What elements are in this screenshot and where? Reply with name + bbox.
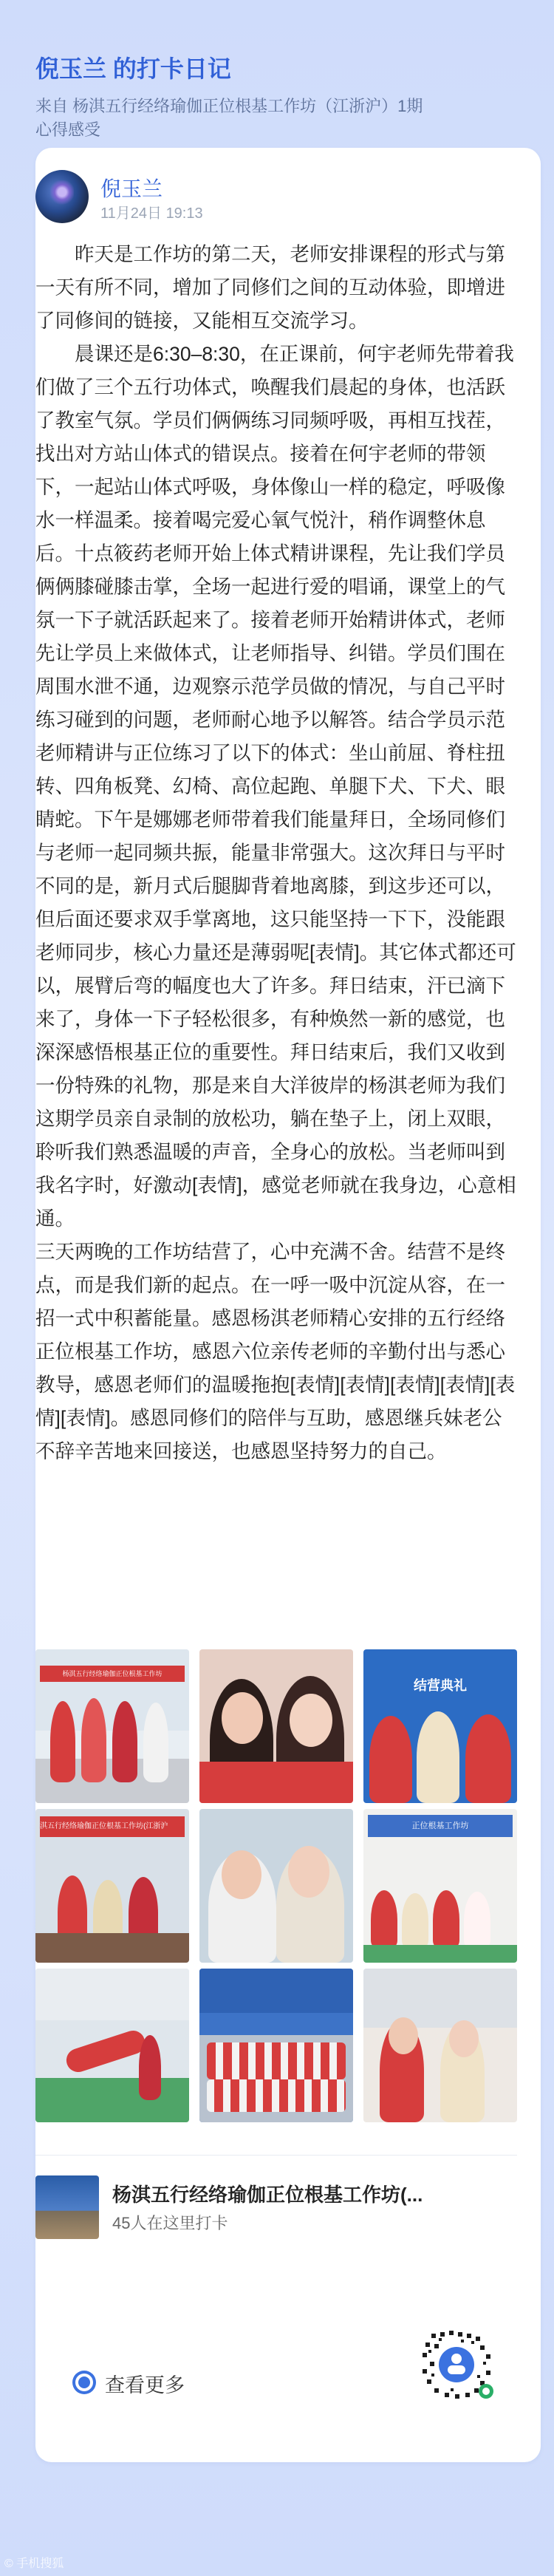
- workshop-thumbnail: [35, 2175, 99, 2239]
- checkin-count: 45人在这里打卡: [112, 2214, 228, 2232]
- photo-thumbnail[interactable]: [199, 1969, 353, 2122]
- page-header: [35, 50, 523, 142]
- post-body: [35, 238, 517, 1468]
- view-more-icon: [71, 2369, 98, 2396]
- view-more-label: 查看更多: [105, 2374, 185, 2396]
- photo-thumbnail[interactable]: [363, 1649, 517, 1803]
- photo-banner-text: 正位根基工作坊: [368, 1815, 513, 1837]
- author-name[interactable]: 倪玉兰: [100, 177, 163, 200]
- post-paragraph: 晨课还是6:30–8:30，在正课前，何宇老师先带着我们做了三个五行功体式，唤醒我们晨起的身体，也活跃了教室气氛。学员们俩俩练习同频呼吸，再相互找茬，找出对方站山体式的错误点。接着在何宇老师的带领下，一起站山体式呼吸，身体像山一样的稳定，呼吸像水一样温柔。接着喝完爱心氧气悦汁，稍作调整休息后。十点筱药老师开始上体式精讲课程，先让我们学员俩俩膝碰膝击掌，全场一起进行爱的唱诵，课堂上的气氛一下子就活跃起来了。接着老师开始精讲体式，老师先让学员上来做体式，让老师指导、纠错。学员们围在周围水泄不通，边观察示范学员做的情况，与自己平时练习碰到的问题，老师耐心地予以解答。结合学员示范老师精讲与正位练习了以下的体式：坐山前屈、脊柱扭转、四角板凳、幻椅、高位起跑、单腿下犬、下犬、眼睛蛇。下午是娜娜老师带着我们能量拜日，全场同修们与老师一起同频共振，能量非常强大。这次拜日与平时不同的是，新月式后腿脚背着地离膝，到这步还可以，但后面还要求双手掌离地，这只能坚持一下下，没能跟老师同步，核心力量还是薄弱呢[表情]。其它体式都还可以，展臂后弯的幅度也大了许多。拜日结束，汗已滴下来了，身体一下子轻松很多，有种焕然一新的感觉，也深深感悟根基正位的重要性。拜日结束后，我们又收到一份特殊的礼物，那是来自大洋彼岸的杨淇老师为我们这期学员亲自录制的放松功，躺在垫子上，闭上双眼，聆听我们熟悉温暖的声音，全身心的放松。当老师叫到我名字时，好激动[表情]，感觉老师就在我身边，心意相通。: [35, 343, 516, 1230]
- watermark: © 手机搜狐: [4, 2558, 64, 2570]
- flower-image: [50, 180, 74, 210]
- page-title: 倪玉兰 的打卡日记: [35, 55, 231, 82]
- workshop-name[interactable]: 杨淇五行经络瑜伽正位根基工作坊(...: [112, 2184, 423, 2206]
- photo-thumbnail[interactable]: [35, 1649, 189, 1803]
- photo-thumbnail[interactable]: [363, 1809, 517, 1963]
- post-paragraph: 昨天是工作坊的第二天，老师安排课程的形式与第一天有所不同，增加了同修们之间的互动体验，即增进了同修间的链接，又能相互交流学习。: [35, 243, 505, 332]
- photo-thumbnail[interactable]: [35, 1809, 189, 1963]
- photo-thumbnail[interactable]: [199, 1649, 353, 1803]
- photo-banner-text: 结营典礼: [414, 1678, 467, 1693]
- photo-thumbnail[interactable]: [363, 1969, 517, 2122]
- workshop-link[interactable]: [35, 2174, 517, 2241]
- post-date: 11月24日 19:13: [100, 205, 203, 222]
- post-paragraph: 三天两晚的工作坊结营了，心中充满不舍。结营不是终点，而是我们新的起点。在一呼一吸中沉淀从容，在一招一式中积蓄能量。感恩杨淇老师精心安排的五行经络正位根基工作坊，感恩六位亲传老师的辛勤付出与悉心教导，感恩老师们的温暖拖抱[表情][表情][表情][表情][表情][表情]。感恩同修们的陪伴与互助，感恩继兵妹老公不辞辛苦地来回接送，也感恩坚持努力的自己。: [35, 1241, 516, 1462]
- photo-banner-text: 杨淇五行经络瑜伽正位根基工作坊: [40, 1666, 185, 1682]
- photo-thumbnail[interactable]: [35, 1969, 189, 2122]
- photo-grid: [35, 1649, 517, 2122]
- divider: [35, 2155, 517, 2156]
- source-line-tag: 心得感受: [35, 120, 101, 139]
- qr-code-icon[interactable]: [412, 2320, 501, 2409]
- photo-banner-text: 淇五行经络瑜伽正位根基工作坊(江浙沪: [40, 1816, 185, 1837]
- avatar[interactable]: [35, 170, 89, 223]
- photo-thumbnail[interactable]: [199, 1809, 353, 1963]
- source-line[interactable]: 来自 杨淇五行经络瑜伽正位根基工作坊（江浙沪）1期: [35, 97, 423, 115]
- view-more-button[interactable]: [71, 2365, 219, 2397]
